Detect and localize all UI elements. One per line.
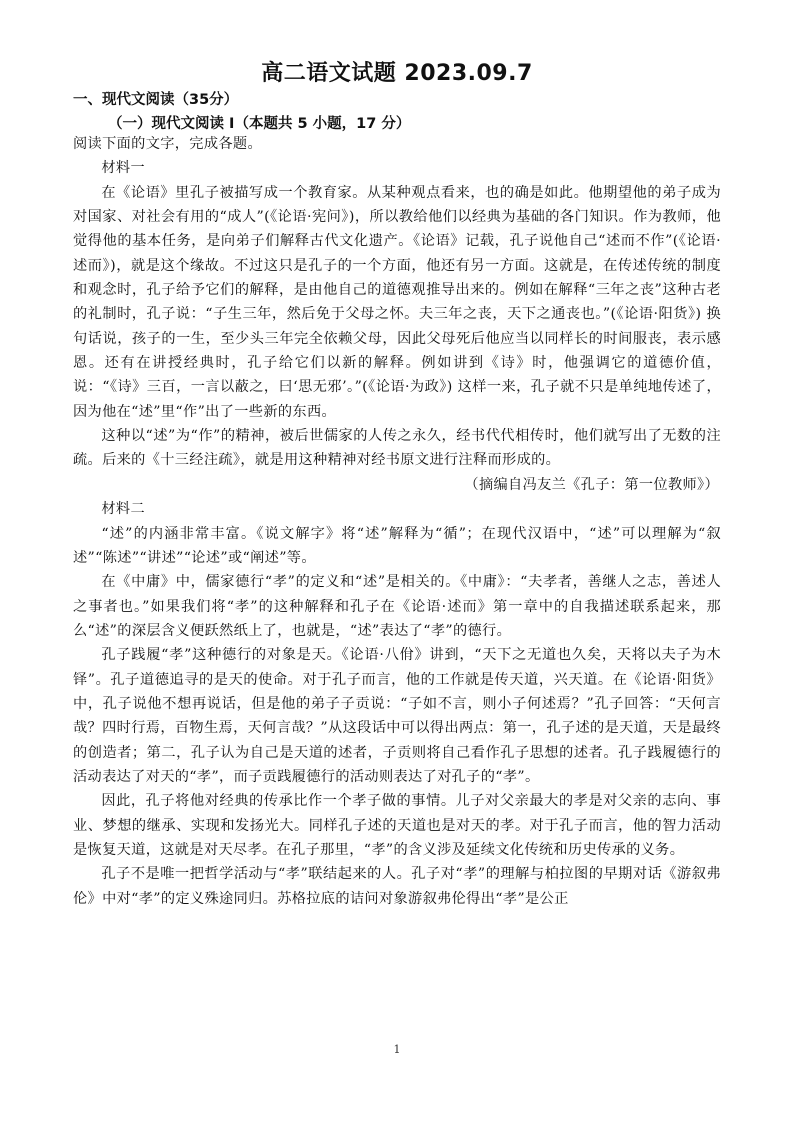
material1-source: （摘编自冯友兰《孔子：第一位教师》） xyxy=(464,476,719,493)
material2-paragraph: 孔子践履“孝”这种德行的对象是天。《论语·八佾》讲到，“天下之无道也久矣，天将以夫子为木铎”。孔子道德追寻的是天的使命。对于孔子而言，他的工作就是传天道，兴天道。在《论语·阳货》中，孔子说他不想再说话，但是他的弟子子贡说：“子如不言，则小子何述焉？”孔子回答：“天何言哉？四时行焉，百物生焉，天何言哉？”从这段话中可以得出两点：第一，孔子述的是天道，天是最终的创造者；第二，孔子认为自己是天道的述者，子贡则将自己看作孔子思想的述者。孔子践履德行的活动表达了对天的“孝”，而子贡践履德行的活动则表达了对孔子的“孝”。 xyxy=(73,647,721,785)
exam-title: 高二语文试题 2023.09.7 xyxy=(261,61,533,86)
material1-label: 材料一 xyxy=(101,160,146,177)
material2-paragraph: 孔子不是唯一把哲学活动与“孝”联结起来的人。孔子对“孝”的理解与柏拉图的早期对话《游叙弗伦》中对“孝”的定义殊途同归。苏格拉底的诘问对象游叙弗伦得出“孝”是公正 xyxy=(73,866,721,907)
material2-label: 材料二 xyxy=(101,501,146,518)
material2-paragraph: 因此，孔子将他对经典的传承比作一个孝子做的事情。儿子对父亲最大的孝是对父亲的志向、事业、梦想的继承、实现和发扬光大。同样孔子述的天道也是对天的孝。对于孔子而言，他的智力活动是恢复天道，这就是对天尽孝。在孔子那里，“孝”的含义涉及延续文化传统和历史传承的义务。 xyxy=(73,793,721,858)
page-number: 1 xyxy=(393,1043,401,1056)
section-heading: 一、现代文阅读（35分） xyxy=(73,92,239,108)
material2-paragraph: “述”的内涵非常丰富。《说文解字》将“述”解释为“循”；在现代汉语中，“述”可以理解为“叙述”“陈述”“讲述”“论述”或“阐述”等。 xyxy=(73,525,721,566)
material2-paragraph: 在《中庸》中，儒家德行“孝”的定义和“述”是相关的。《中庸》：“夫孝者，善继人之志，善述人之事者也。”如果我们将“孝”的这种解释和孔子在《论语·述而》第一章中的自我描述联系起来，那么“述”的深层含义便跃然纸上了，也就是，“述”表达了“孝”的德行。 xyxy=(73,574,721,639)
material1-paragraph: 这种以“述”为“作”的精神，被后世儒家的人传之永久，经书代代相传时，他们就写出了无数的注疏。后来的《十三经注疏》，就是用这种精神对经书原文进行注释而形成的。 xyxy=(73,428,721,469)
instruction-text: 阅读下面的文字，完成各题。 xyxy=(73,136,262,152)
subsection-heading: （一）现代文阅读 I（本题共 5 小题，17 分） xyxy=(108,116,411,132)
reading-body xyxy=(73,132,721,911)
material1-paragraph: 在《论语》里孔子被描写成一个教育家。从某种观点看来，也的确是如此。他期望他的弟子成为对国家、对社会有用的“成人”(《论语·宪问》)，所以教给他们以经典为基础的各门知识。作为教师，他觉得他的基本任务，是向弟子们解释古代文化遗产。《论语》记载，孔子说他自己“述而不作”(《论语·述而》)，就是这个缘故。不过这只是孔子的一个方面，他还有另一方面。这就是，在传述传统的制度和观念时，孔子给予它们的解释，是由他自己的道德观推导出来的。例如在解释“三年之丧”这种古老的礼制时，孔子说：“子生三年，然后免于父母之怀。夫三年之丧，天下之通丧也。”(《论语·阳货》) 换句话说，孩子的一生，至少头三年完全依赖父母，因此父母死后他应当以同样长的时间服丧，表示感恩。还有在讲授经典时，孔子给它们以新的解释。例如讲到《诗》时，他强调它的道德价值，说：“《诗》三百，一言以蔽之，曰‘思无邪’。”(《论语·为政》) 这样一来，孔子就不只是单纯地传述了，因为他在“述”里“作”出了一些新的东西。 xyxy=(73,184,721,420)
